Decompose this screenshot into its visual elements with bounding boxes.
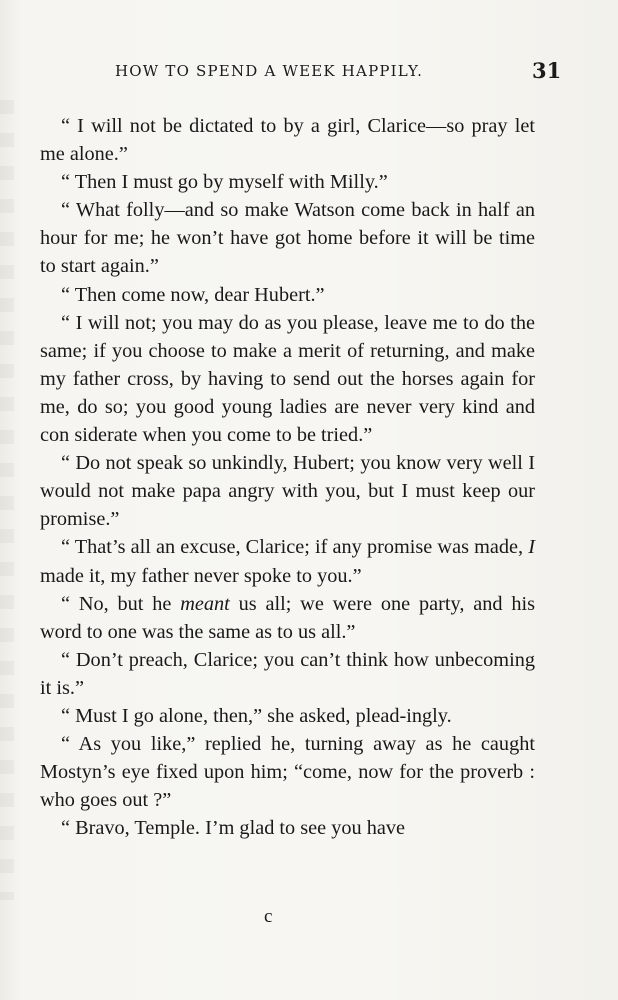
signature-mark: c [264,906,273,927]
paragraph [40,814,535,842]
text-run: “ Don’t preach, Clarice; you can’t think how unbecoming it is.” [40,648,535,699]
text-run: “ I will not be dictated to by a girl, Clarice—so pray let me alone.” [40,115,535,166]
text-run: “ No, but he [61,592,181,615]
paragraph [40,281,535,309]
text-run: “ That’s all an excuse, Clarice; if any promise was made, [61,536,529,559]
text-run: “ Then I must go by myself with Milly.” [61,171,388,194]
italic-emphasis: meant [180,592,230,615]
paragraph [40,533,535,589]
paragraph [40,590,535,646]
page-number: 31 [532,58,562,83]
paragraph [40,168,535,196]
text-run: “ I will not; you may do as you please, leave me to do the same; if you choose to make a merit of returning, and make my father cross, by having to send out the horses again for me, do so; you good young ladies are never very kind and con siderate when you come to be tried.” [40,311,535,447]
paragraph [40,730,535,814]
italic-emphasis: I [528,536,535,559]
paragraph [40,196,535,280]
text-run: “ Must I go alone, then,” she asked, plead-ingly. [61,704,452,727]
text-run: “ Do not speak so unkindly, Hubert; you know very well I would not make papa angry with you, but I must keep our promise.” [40,452,535,531]
text-run: “ What folly—and so make Watson come back in half an hour for me; he won’t have got home before it will be time to start again.” [40,199,535,278]
text-run: made it, my father never spoke to you.” [40,564,362,587]
text-run: “ As you like,” replied he, turning away as he caught Mostyn’s eye fixed upon him; “come, now for the proverb : who goes out ?” [40,733,535,812]
paragraph [40,449,535,533]
text-run: “ Then come now, dear Hubert.” [61,283,325,306]
text-run: us all; we were one party, and his word to one was the same as to us all.” [40,592,535,643]
paragraph [40,646,535,702]
paragraph [40,309,535,449]
paragraph [40,112,535,168]
body-text [40,112,535,842]
paragraph [40,702,535,730]
text-run: “ Bravo, Temple. I’m glad to see you have [61,817,406,840]
running-header: HOW TO SPEND A WEEK HAPPILY. [115,62,424,80]
bleed-through-shadow [0,100,14,900]
